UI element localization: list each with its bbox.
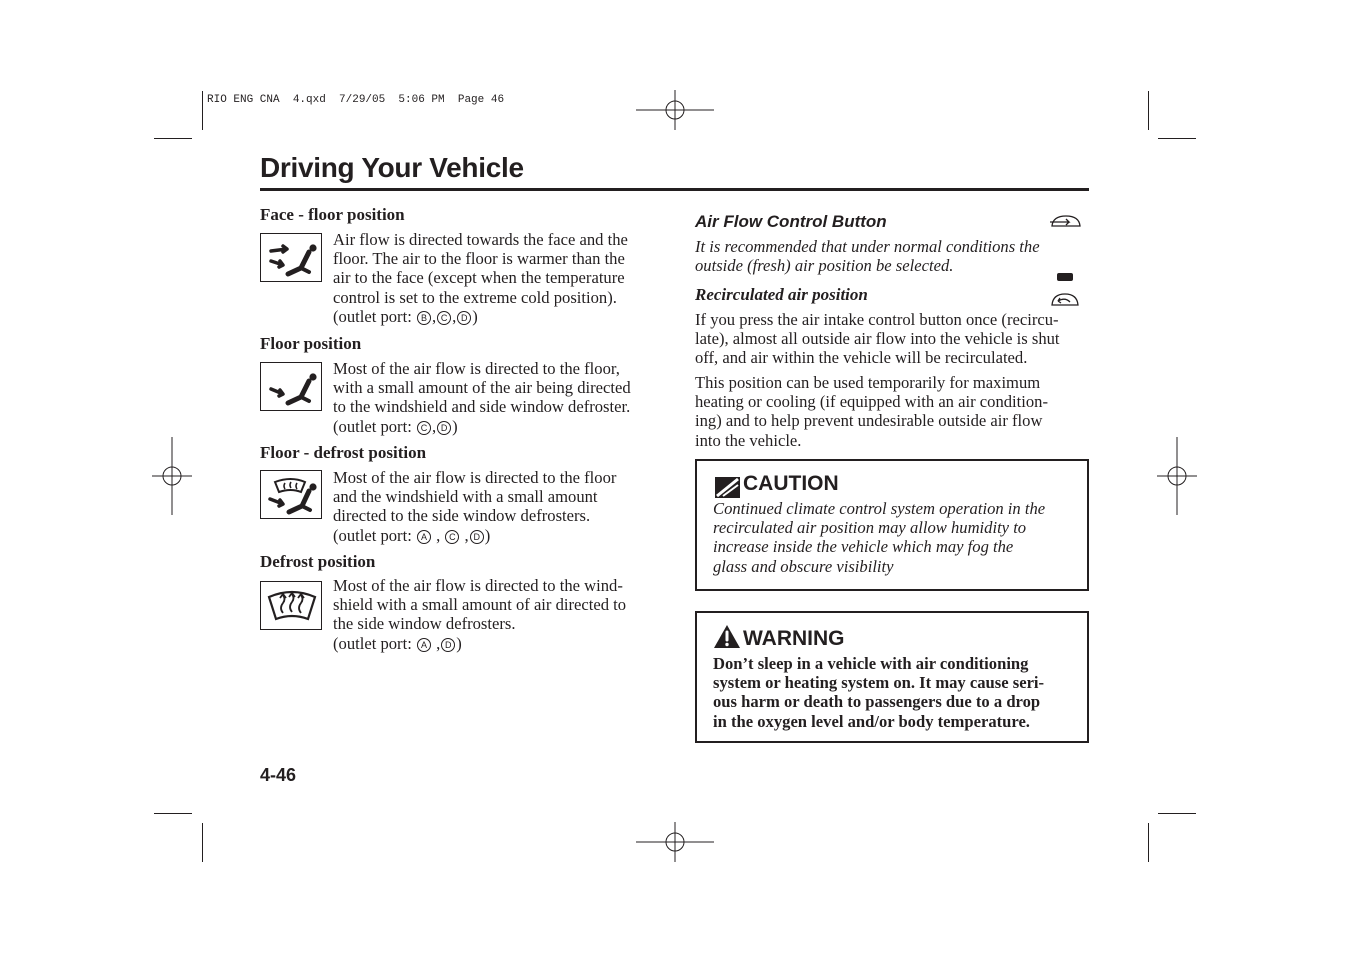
face-floor-description	[333, 230, 628, 326]
floor-description	[333, 359, 631, 436]
text-line: to the windshield and side window defroster.	[333, 397, 631, 417]
port-badge: C	[445, 530, 459, 544]
warning-text	[713, 654, 1044, 731]
registration-mark-right	[1157, 437, 1197, 515]
port-badge: B	[417, 311, 431, 325]
text-line: off, and air within the vehicle will be recirculated.	[695, 348, 1028, 368]
section-title: Driving Your Vehicle	[260, 152, 524, 183]
text-line: the side window defrosters.	[333, 614, 516, 634]
outlet-prefix: (outlet port:	[333, 633, 416, 653]
recirc-paragraph-2	[695, 373, 1048, 450]
defrost-heading: Defrost position	[260, 552, 376, 571]
defrost-mode-icon	[260, 581, 322, 630]
port-badge: D	[457, 311, 471, 325]
port-badge: C	[437, 311, 451, 325]
text-line: outside (fresh) air position be selected.	[695, 256, 954, 276]
caution-text	[713, 499, 1045, 576]
text-line: control is set to the extreme cold position).	[333, 287, 617, 307]
outlet-suffix: )	[472, 306, 478, 326]
text-line: shield with a small amount of air directed to	[333, 595, 627, 615]
text-line: Continued climate control system operation in the	[713, 499, 1046, 518]
warning-triangle-icon	[713, 624, 741, 649]
text-line: Don’t sleep in a vehicle with air conditioning	[713, 654, 1029, 673]
outlet-suffix: )	[484, 525, 491, 545]
recirc-heading: Recirculated air position	[695, 285, 868, 304]
floor-defrost-description	[333, 468, 616, 545]
text-line: in the oxygen level and/or body temperature.	[713, 711, 1030, 731]
air-intake-icon	[1049, 212, 1083, 230]
text-line: ing) and to help prevent undesirable outside air flow	[695, 411, 1043, 431]
text-line: system or heating system on. It may cause seri-	[713, 673, 1045, 693]
text-line: It is recommended that under normal conditions the	[695, 237, 1040, 256]
air-flow-heading: Air Flow Control Button	[695, 212, 887, 231]
air-flow-note	[695, 237, 1040, 275]
outlet-suffix: )	[456, 633, 462, 653]
port-badge: A	[417, 530, 431, 544]
warning-title: WARNING	[743, 627, 845, 650]
outlet-port-line: (outlet port: A , C , D )	[333, 525, 491, 545]
face-floor-heading: Face - floor position	[260, 205, 405, 224]
outlet-port-line: (outlet port: A , D )	[333, 633, 462, 653]
face-floor-mode-icon	[260, 233, 322, 282]
text-line: air to the face (except when the temperature	[333, 268, 625, 288]
defrost-description	[333, 576, 626, 653]
text-line: Air flow is directed towards the face and the	[333, 230, 628, 249]
port-badge: C	[417, 421, 431, 435]
text-line: This position can be used temporarily for maximum	[695, 373, 1041, 392]
outlet-suffix: )	[452, 416, 458, 436]
text-line: late), almost all outside air flow into the vehicle is shut	[695, 329, 1060, 349]
text-line: glass and obscure visibility	[713, 556, 894, 576]
caution-box	[695, 459, 1089, 591]
port-badge: D	[441, 638, 455, 652]
caution-icon	[715, 477, 740, 498]
warning-box	[695, 611, 1089, 743]
page-number: 4-46	[260, 765, 297, 785]
port-badge: D	[437, 421, 451, 435]
text-line: increase inside the vehicle which may fog the	[713, 537, 1014, 557]
outlet-port-line: (outlet port: B , C , D )	[333, 306, 478, 326]
registration-mark-left	[152, 437, 192, 515]
outlet-port-line: (outlet port: C , D )	[333, 416, 458, 436]
text-line: If you press the air intake control button once (recircu-	[695, 310, 1059, 329]
text-line: ous harm or death to passengers due to a drop	[713, 692, 1041, 712]
recirculate-icon	[1050, 290, 1080, 308]
outlet-prefix: (outlet port:	[333, 306, 416, 326]
text-line: and the windshield with a small amount	[333, 487, 598, 507]
text-line: recirculated air position may allow humidity to	[713, 518, 1027, 538]
floor-defrost-mode-icon	[260, 470, 322, 519]
floor-heading: Floor position	[260, 334, 362, 353]
print-slug: RIO ENG CNA 4.qxd 7/29/05 5:06 PM Page 46	[207, 94, 505, 106]
text-line: directed to the side window defrosters.	[333, 506, 591, 526]
floor-mode-icon	[260, 362, 322, 411]
text-line: Most of the air flow is directed to the floor,	[333, 359, 620, 378]
text-line: Most of the air flow is directed to the floor	[333, 468, 617, 487]
text-line: with a small amount of the air being directed	[333, 378, 631, 398]
text-line: floor. The air to the floor is warmer than the	[333, 249, 625, 269]
recirc-paragraph-1	[695, 310, 1060, 368]
registration-mark-bottom	[636, 822, 714, 862]
port-badge: A	[417, 638, 431, 652]
text-line: Most of the air flow is directed to the wind-	[333, 576, 623, 595]
port-badge: D	[470, 530, 484, 544]
floor-defrost-heading: Floor - defrost position	[260, 443, 427, 462]
indicator-light-icon	[1057, 273, 1073, 281]
registration-mark-top	[636, 90, 714, 130]
outlet-prefix: (outlet port:	[333, 525, 416, 545]
outlet-prefix: (outlet port:	[333, 416, 416, 436]
text-line: into the vehicle.	[695, 430, 802, 450]
title-rule	[260, 188, 1089, 191]
text-line: heating or cooling (if equipped with an air condition-	[695, 392, 1048, 412]
caution-title: CAUTION	[743, 472, 839, 495]
